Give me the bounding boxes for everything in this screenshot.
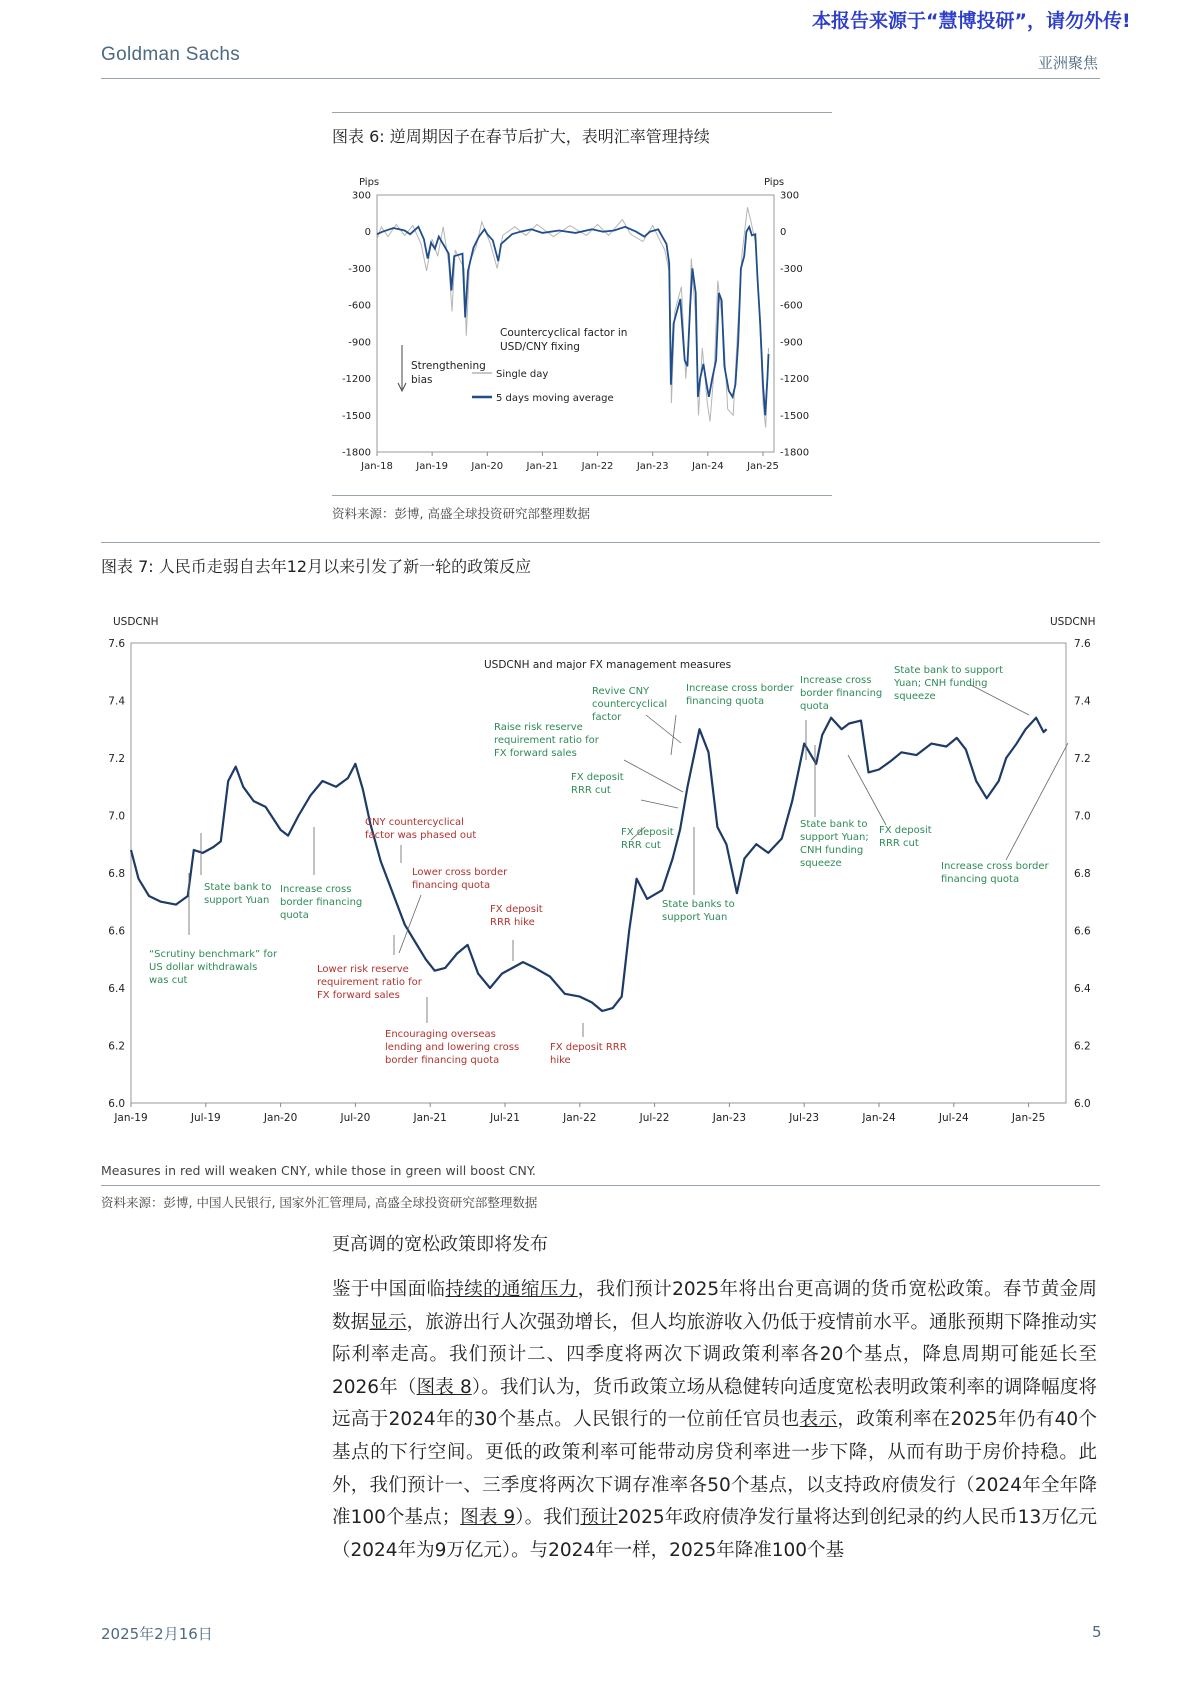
y-tick-label: 7.0 [108,810,125,823]
annotation-label: requirement ratio for [494,735,599,746]
article-paragraph [332,1274,1097,1567]
annotation-label: FX deposit RRR [550,1042,627,1053]
figure6-source-rule [332,495,832,496]
annotation-label: quota [280,910,309,921]
y-tick-label-right: -600 [780,300,803,312]
legend-title: Countercyclical factor in [500,327,628,339]
x-tick-label: Jan-23 [636,461,669,472]
x-tick-label: Jan-23 [712,1112,747,1124]
annotation-label: State banks to [662,899,735,910]
y-tick-label: 6.8 [108,868,125,880]
y-tick-label: -900 [348,337,371,349]
footer-date: 2025年2月16日 [101,1625,213,1643]
text-run: 2025年政府债净发行量将达到创纪录的约人民币13万亿元（2024年为9万亿元）。与2024年一样，2025年降准100个基 [332,1507,1097,1561]
annotation-label: lending and lowering cross [385,1042,520,1053]
link-forecast[interactable]: 预计 [580,1507,618,1529]
x-tick-label: Jul-21 [490,1112,520,1124]
text-run: ，我们预计2025年将出台更高调的货币宽松政策。春节黄金周数据 [332,1279,1097,1333]
annotation-label: FX deposit [490,904,543,915]
figure7-title: 图表 7: 人民币走弱自去年12月以来引发了新一轮的政策反应 [101,557,532,576]
annotation-label: factor was phased out [365,830,477,841]
figure7-chart [101,605,1100,1125]
y-tick-label: -1500 [341,410,371,422]
y-tick-label: 6.0 [108,1098,125,1110]
y-tick-label-right: 6.6 [1074,925,1091,938]
figure7-source: 资料来源：彭博, 中国人民银行, 国家外汇管理局, 高盛全球投资研究部整理数据 [101,1195,538,1210]
y-tick-label: -1800 [341,447,371,459]
link-stated[interactable]: 表示 [799,1409,838,1431]
annotation-label: border financing [280,897,363,908]
annotation-label: CNH funding [800,845,864,856]
link-figure-8[interactable]: 图表 8 [416,1376,472,1398]
y-tick-label-right: 7.2 [1074,753,1091,765]
y-axis-label-right: USDCNH [1050,616,1096,628]
annotation-label: squeeze [894,691,936,702]
figure6-chart [332,165,832,475]
legend-label: Single day [496,369,549,380]
x-tick-label: Jul-19 [190,1112,221,1124]
figure6-title: 图表 6: 逆周期因子在春节后扩大，表明汇率管理持续 [332,127,710,146]
text-run: 鉴于中国面临 [332,1279,446,1300]
x-tick-label: Jan-19 [416,461,449,472]
article-subheading: 更高调的宽松政策即将发布 [332,1234,548,1255]
x-tick-label: Jan-25 [747,461,779,472]
y-axis-label-right: Pips [764,177,785,188]
y-axis-label-left: USDCNH [113,616,159,628]
figure6-top-rule [332,112,832,113]
annotation-label: Increase cross [280,884,352,895]
annotation-label: was cut [149,975,188,986]
annotation-label: factor [592,712,622,723]
brand-logo: Goldman Sachs [101,44,241,65]
annotation-label: Lower risk reserve [317,964,409,975]
x-tick-label: Jan-21 [526,461,559,472]
annotation-arrow [671,715,676,755]
x-tick-label: Jan-21 [413,1112,447,1124]
annotation-label: US dollar withdrawals [149,962,258,973]
y-tick-label: 6.4 [108,983,125,995]
legend-label: 5 days moving average [496,393,614,404]
annotation-label: RRR cut [621,840,661,851]
y-tick-label-right: 6.4 [1074,983,1091,995]
y-tick-label: 7.4 [108,695,125,708]
page-number: 5 [1092,1623,1102,1641]
annotation-label: State bank to [204,882,272,893]
article-body [332,1274,1097,1567]
y-tick-label-right: -1800 [780,447,810,459]
chart-title: USDCNH and major FX management measures [484,659,732,671]
x-tick-label: Jan-19 [114,1112,148,1124]
watermark-banner: 本报告来源于“慧博投研”，请勿外传! [812,10,1131,32]
figure7-source-rule [101,1185,1100,1186]
x-tick-label: Jan-22 [563,1112,597,1124]
figure6-source: 资料来源：彭博, 高盛全球投资研究部整理数据 [332,506,590,521]
annotation-label: FX deposit [621,827,674,838]
x-tick-label: Jul-22 [639,1112,670,1124]
y-tick-label: 300 [351,190,371,202]
annotation-label: RRR cut [879,838,919,849]
y-tick-label-right: 7.0 [1074,810,1091,823]
arrow-label: bias [411,374,433,386]
annotation-label: squeeze [800,858,842,869]
x-tick-label: Jan-24 [862,1112,896,1124]
annotation-label: requirement ratio for [317,977,422,988]
annotation-label: Revive CNY [592,686,650,697]
annotation-label: quota [800,701,829,712]
y-tick-label-right: 7.6 [1074,638,1091,650]
y-tick-label: 7.6 [108,638,125,650]
annotation-label: “Scrutiny benchmark” for [149,949,278,960]
annotation-label: hike [550,1055,571,1066]
annotation-label: Yuan; CNH funding [894,678,988,689]
annotation-label: border financing quota [385,1055,500,1066]
y-tick-label: -300 [348,263,371,275]
annotation-label: State bank to [800,819,868,830]
y-tick-label-right: 6.0 [1074,1098,1091,1110]
text-run: ，旅游出行人次强劲增长，但人均旅游收入仍低于疫情前水平。通胀预期下降推动实际利率走高。我们预计二、四季度将两次下调政策利率各20个基点，降息周期可能延长至2026年（ [332,1311,1097,1398]
annotation-label: Increase cross [800,675,872,686]
annotation-label: financing quota [686,696,765,707]
x-tick-label: Jan-24 [691,461,724,472]
text-run: ）。我们认为，货币政策立场从稳健转向适度宽松表明政策利率的调降幅度将远高于2024年的30个基点。人民银行的一位前任官员也 [332,1376,1097,1431]
text-run: ）。我们 [515,1507,581,1529]
link-deflation-pressure[interactable]: 持续的通缩压力 [445,1279,578,1300]
y-tick-label: 7.2 [108,753,125,765]
x-tick-label: Jan-20 [471,461,504,472]
x-tick-label: Jan-20 [263,1112,298,1124]
annotation-label: support Yuan; [800,832,869,843]
y-tick-label: -600 [348,300,371,312]
y-tick-label-right: 6.2 [1074,1040,1091,1053]
y-tick-label-right: 6.8 [1074,868,1091,880]
annotation-label: RRR cut [571,785,611,796]
annotation-label: Increase cross border [686,683,794,694]
header-divider [101,78,1100,79]
y-tick-label-right: 7.4 [1074,695,1091,708]
y-tick-label-right: 0 [780,227,787,239]
annotation-label: State bank to support [894,665,1004,676]
annotation-label: support Yuan [662,912,728,923]
annotation-label: financing quota [412,880,491,891]
annotation-label: countercyclical [592,699,668,710]
series-usdcnh [131,718,1047,1011]
annotation-label: FX deposit [571,772,624,783]
y-tick-label: 6.2 [108,1040,125,1053]
annotation-label: FX forward sales [317,990,400,1001]
text-run: ，政策利率在2025年仍有40个基点的下行空间。更低的政策利率可能带动房贷利率进一步下降，从而有助于房价持稳。此外，我们预计一、三季度将两次下调存准率各50个基点，以支持政府债发行（2024年全年降准100个基点； [332,1409,1098,1529]
annotation-label: support Yuan [204,895,270,906]
x-tick-label: Jan-22 [581,461,614,472]
legend-title: USD/CNY fixing [500,341,580,353]
y-tick-label: 6.6 [108,925,125,938]
annotation-label: border financing [800,688,883,699]
y-tick-label-right: 300 [780,190,800,202]
y-tick-label-right: -300 [780,263,803,275]
y-tick-label-right: -1200 [780,374,810,386]
x-tick-label: Jul-24 [938,1112,969,1124]
y-axis-label-left: Pips [359,177,380,188]
x-tick-label: Jan-25 [1011,1112,1046,1124]
annotation-arrow [624,760,683,792]
x-tick-label: Jul-20 [340,1112,371,1124]
link-show[interactable]: 显示 [369,1311,407,1333]
y-tick-label: -1200 [341,374,371,386]
annotation-label: FX forward sales [494,748,577,759]
annotation-label: Lower cross border [412,867,508,878]
link-figure-9[interactable]: 图表 9 [460,1507,516,1529]
section-title: 亚洲聚焦 [1038,54,1099,72]
figure7-top-rule [101,542,1100,543]
annotation-label: FX deposit [879,825,932,836]
annotation-arrow [971,685,1029,715]
y-tick-label: 0 [364,227,371,239]
y-tick-label-right: -900 [780,337,803,349]
annotation-label: CNY countercyclical [365,817,464,828]
annotation-arrow [641,800,678,808]
annotation-label: RRR hike [490,917,535,928]
annotation-arrow [1006,743,1068,860]
series-5-day-ma [377,227,769,415]
x-tick-label: Jan-18 [361,461,393,472]
x-tick-label: Jul-23 [789,1112,820,1124]
y-tick-label-right: -1500 [780,410,810,422]
arrow-label: Strengthening [411,360,486,372]
annotation-label: Increase cross border [941,861,1049,872]
annotation-label: financing quota [941,874,1020,885]
annotation-label: Encouraging overseas [385,1029,496,1040]
figure7-note: Measures in red will weaken CNY, while those in green will boost CNY. [101,1163,536,1178]
annotation-label: Raise risk reserve [494,722,583,733]
